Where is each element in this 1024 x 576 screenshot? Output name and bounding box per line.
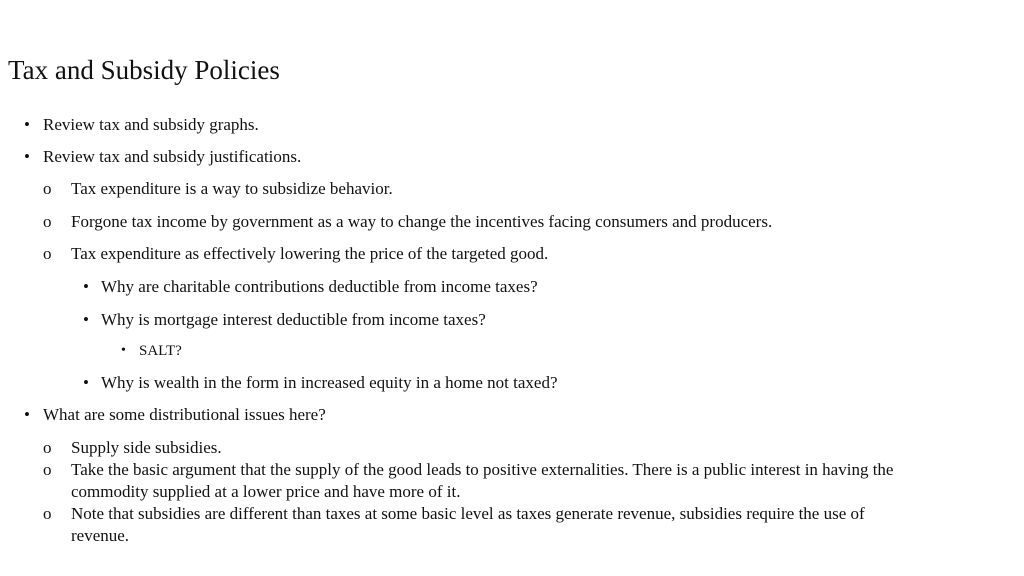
sub-bullet-argument-line-1: Take the basic argument that the supply of the good leads to positive externalities. There is a public interest in having the — [71, 460, 894, 479]
bullet-icon: • — [83, 310, 89, 329]
sub-bullet-supply-side: Supply side subsidies. — [71, 438, 222, 457]
question-charitable: Why are charitable contributions deductible from income taxes? — [101, 277, 538, 296]
bullet-icon: • — [24, 115, 30, 134]
bullet-distributional-issues: What are some distributional issues here? — [43, 405, 326, 424]
question-salt: SALT? — [139, 343, 182, 359]
bullet-review-graphs: Review tax and subsidy graphs. — [43, 115, 259, 134]
sub-bullet-note-line-2: revenue. — [71, 526, 130, 545]
bullet-icon: • — [83, 277, 89, 296]
bullet-icon: • — [24, 147, 30, 166]
circle-bullet-icon: o — [43, 244, 52, 263]
sub-bullet-argument-line-2: commodity supplied at a lower price and have more of it. — [71, 482, 461, 501]
circle-bullet-icon: o — [43, 179, 52, 198]
circle-bullet-icon: o — [43, 212, 52, 231]
circle-bullet-icon: o — [43, 504, 52, 523]
question-home-equity: Why is wealth in the form in increased equity in a home not taxed? — [101, 373, 558, 392]
sub-bullet-tax-expenditure: Tax expenditure is a way to subsidize behavior. — [71, 179, 393, 198]
bullet-icon: • — [121, 343, 126, 358]
sub-bullet-forgone-tax-income: Forgone tax income by government as a way to change the incentives facing consumers and producers. — [71, 212, 773, 231]
sub-bullet-note-line-1: Note that subsidies are different than taxes at some basic level as taxes generate revenue, subsidies require the use of — [71, 504, 865, 523]
circle-bullet-icon: o — [43, 438, 52, 457]
circle-bullet-icon: o — [43, 460, 52, 479]
question-mortgage: Why is mortgage interest deductible from income taxes? — [101, 310, 486, 329]
slide-title: Tax and Subsidy Policies — [8, 55, 280, 85]
bullet-icon: • — [24, 405, 30, 424]
sub-bullet-lowering-price: Tax expenditure as effectively lowering the price of the targeted good. — [71, 244, 549, 263]
bullet-review-justifications: Review tax and subsidy justifications. — [43, 147, 302, 166]
bullet-icon: • — [83, 373, 89, 392]
